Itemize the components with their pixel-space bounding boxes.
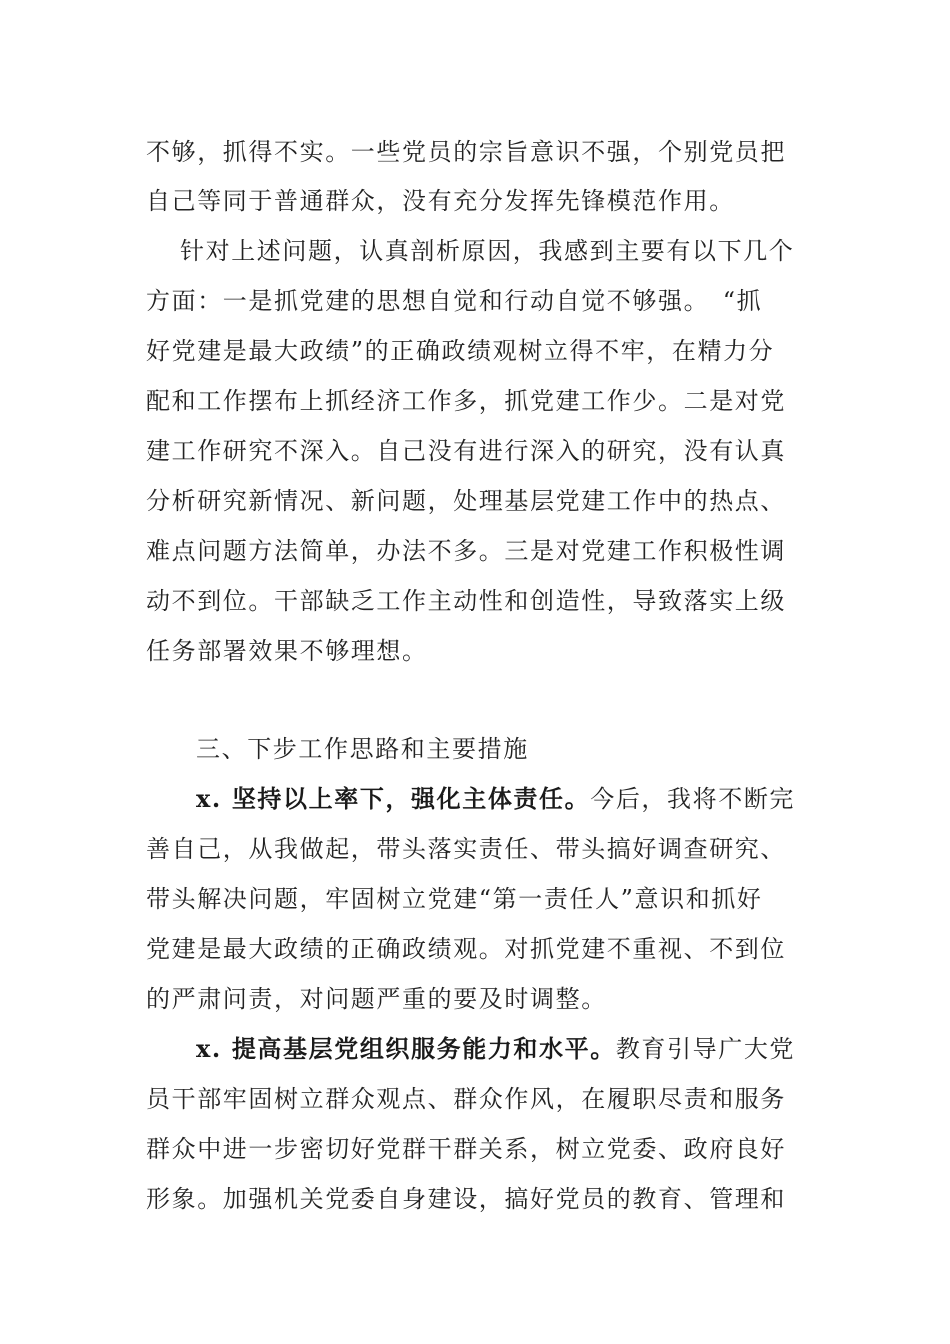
text-line: 任务部署效果不够理想。 [146,637,428,665]
text-line: 不够，抓得不实。一些党员的宗旨意识不强，个别党员把 [146,138,786,166]
text-line: 分析研究新情况、新问题，处理基层党建工作中的热点、 [146,487,786,515]
text-line: 好党建是最大政绩”的正确政绩观树立得不牢，在精力分 [146,337,775,365]
section-heading: 三、下步工作思路和主要措施 [196,735,529,763]
item-1-text: 今后，我将不断完 [590,785,796,813]
text-line: 动不到位。干部缺乏工作主动性和创造性，导致落实上级 [146,587,786,615]
text-line: 带头解决问题，牢固树立党建“第一责任人”意识和抓好 [146,885,763,913]
text-line: 难点问题方法简单，办法不多。三是对党建工作积极性调 [146,537,786,565]
item-2-title: x. 提高基层党组织服务能力和水平。 [196,1034,616,1063]
text-line: 自己等同于普通群众，没有充分发挥先锋模范作用。 [146,187,735,215]
text-line: 的严肃问责，对问题严重的要及时调整。 [146,985,607,1013]
item-1-title: x. 坚持以上率下，强化主体责任。 [196,784,591,813]
text-line: 建工作研究不深入。自己没有进行深入的研究，没有认真 [146,437,786,465]
paragraph-first-line: 针对上述问题，认真剖析原因，我感到主要有以下几个 [180,237,795,265]
item-1-first-line [196,774,806,824]
text-line: 员干部牢固树立群众观点、群众作风，在履职尽责和服务 [146,1085,786,1113]
text-line: 方面：一是抓党建的思想自觉和行动自觉不够强。 “抓 [146,287,763,315]
text-line: 群众中进一步密切好党群干群关系，树立党委、政府良好 [146,1135,786,1163]
text-line: 形象。加强机关党委自身建设，搞好党员的教育、管理和 [146,1185,786,1213]
item-2-text: 教育引导广大党 [615,1035,796,1063]
text-line: 党建是最大政绩的正确政绩观。对抓党建不重视、不到位 [146,935,786,963]
text-line: 善自己，从我做起，带头落实责任、带头搞好调查研究、 [146,835,786,863]
item-2-first-line [196,1024,806,1074]
text-line: 配和工作摆布上抓经济工作多，抓党建工作少。二是对党 [146,387,786,415]
